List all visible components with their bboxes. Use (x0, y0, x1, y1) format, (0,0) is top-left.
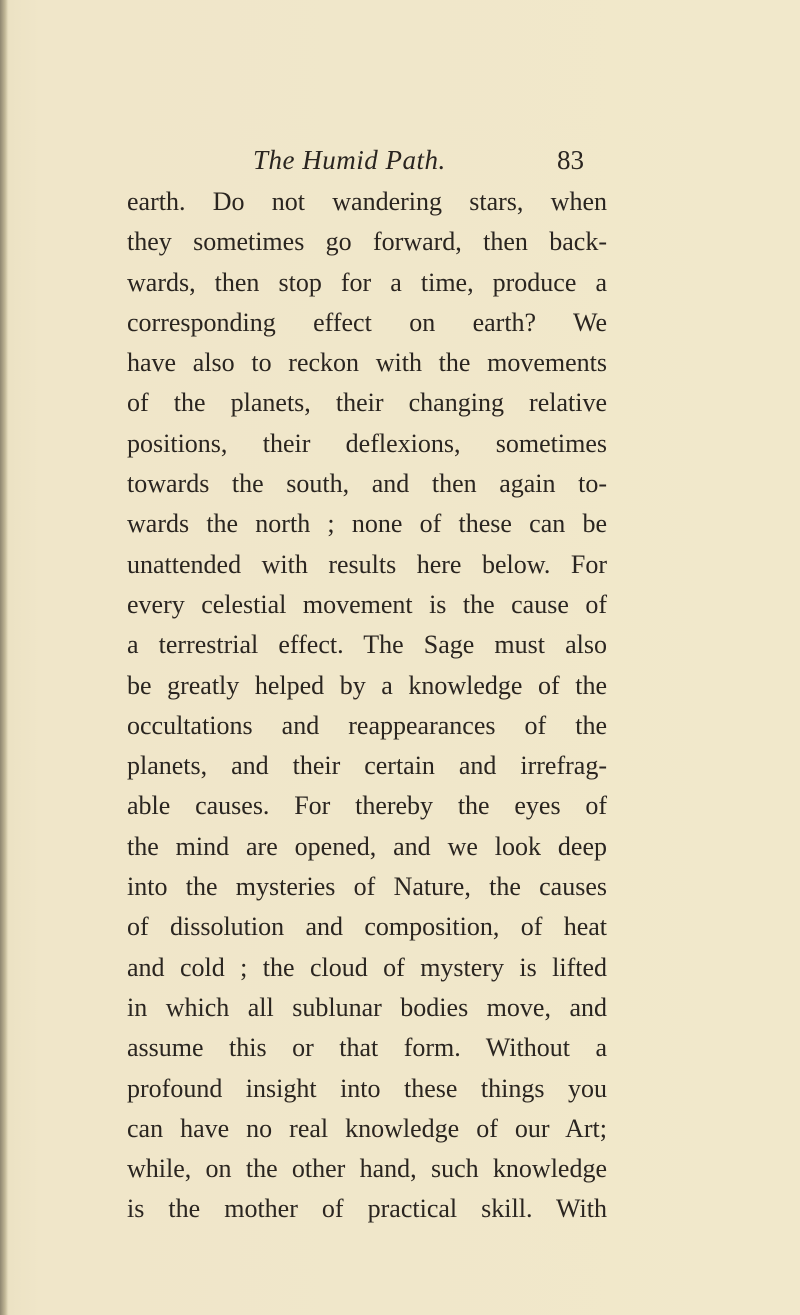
page-spine-shadow (0, 0, 8, 1315)
text-line: wards the north ; none of these can be (127, 509, 607, 539)
text-line: into the mysteries of Nature, the causes (127, 872, 607, 902)
text-line: of dissolution and composition, of heat (127, 912, 607, 942)
text-line: and cold ; the cloud of mystery is lifted (127, 952, 607, 982)
text-line: unattended with results here below. For (127, 549, 607, 579)
text-line: have also to reckon with the movements (127, 348, 607, 378)
text-line: assume this or that form. Without a (127, 1033, 607, 1063)
text-line: planets, and their certain and irrefrag- (127, 751, 607, 781)
text-line: of the planets, their changing relative (127, 388, 607, 418)
text-line: corresponding effect on earth? We (127, 307, 607, 337)
body-text (127, 182, 607, 1230)
text-line: wards, then stop for a time, produce a (127, 267, 607, 297)
text-line: every celestial movement is the cause of (127, 589, 607, 619)
text-line: is the mother of practical skill. With (127, 1194, 607, 1224)
running-title: The Humid Path. (253, 145, 446, 175)
page-number: 83 (557, 145, 584, 175)
text-line: profound insight into these things you (127, 1073, 607, 1103)
text-line: occultations and reappearances of the (127, 710, 607, 740)
text-line: while, on the other hand, such knowledge (127, 1154, 607, 1184)
text-line: earth. Do not wandering stars, when (127, 187, 607, 216)
text-line: able causes. For thereby the eyes of (127, 791, 607, 821)
text-line: can have no real knowledge of our Art; (127, 1113, 607, 1143)
text-line: a terrestrial effect. The Sage must also (127, 630, 607, 660)
text-line: positions, their deflexions, sometimes (127, 428, 607, 458)
text-line: be greatly helped by a knowledge of the (127, 670, 607, 700)
text-line: towards the south, and then again to- (127, 469, 607, 499)
running-head (0, 140, 800, 180)
text-line: the mind are opened, and we look deep (127, 831, 607, 861)
text-line: they sometimes go forward, then back- (127, 227, 607, 257)
text-line: in which all sublunar bodies move, and (127, 992, 607, 1022)
